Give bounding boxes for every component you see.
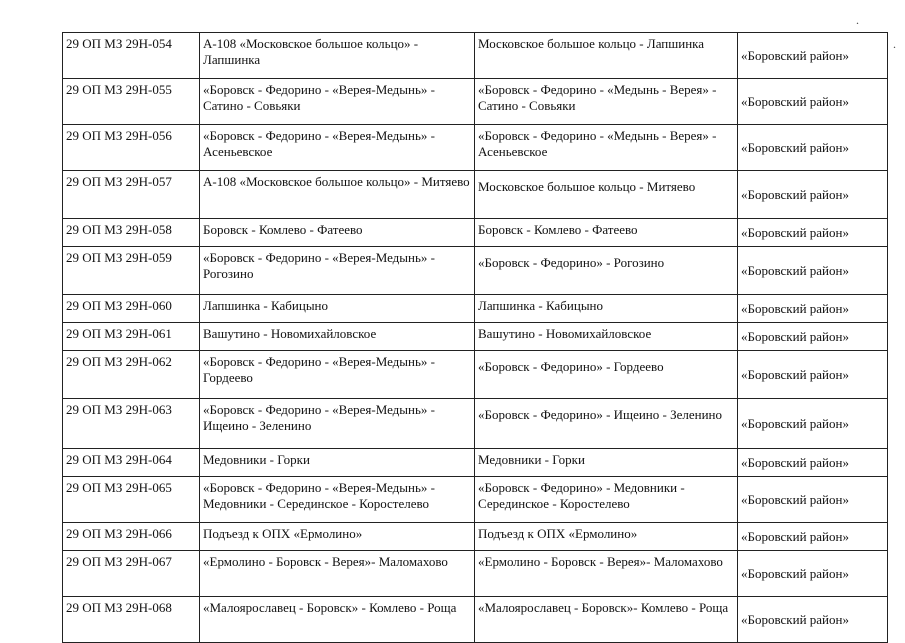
road-region-cell: «Боровский район» xyxy=(738,323,888,351)
road-name-cell: «Боровск - Федорино - «Верея-Медынь» - Медовники - Серединское - Коростелево xyxy=(200,477,475,523)
road-region-cell: «Боровский район» xyxy=(738,33,888,79)
road-route-cell: Медовники - Горки xyxy=(475,449,738,477)
table-row xyxy=(63,523,888,551)
road-id-cell: 29 ОП МЗ 29Н-068 xyxy=(63,597,200,643)
road-route-cell: «Боровск - Федорино» - Гордеево xyxy=(475,351,738,399)
road-route-cell: «Малоярославец - Боровск»- Комлево - Роща xyxy=(475,597,738,643)
road-region-cell: «Боровский район» xyxy=(738,551,888,597)
table-row xyxy=(63,551,888,597)
road-name-cell: Медовники - Горки xyxy=(200,449,475,477)
table-row xyxy=(63,351,888,399)
road-id-cell: 29 ОП МЗ 29Н-058 xyxy=(63,219,200,247)
road-id-cell: 29 ОП МЗ 29Н-066 xyxy=(63,523,200,551)
road-route-cell: «Боровск - Федорино» - Ищеино - Зеленино xyxy=(475,399,738,449)
table-row xyxy=(63,125,888,171)
road-name-cell: Подъезд к ОПХ «Ермолино» xyxy=(200,523,475,551)
table-row xyxy=(63,33,888,79)
road-region-cell: «Боровский район» xyxy=(738,125,888,171)
page-mark: . xyxy=(856,13,859,27)
road-name-cell: Лапшинка - Кабицыно xyxy=(200,295,475,323)
road-region-cell: «Боровский район» xyxy=(738,523,888,551)
table-row xyxy=(63,247,888,295)
road-id-cell: 29 ОП МЗ 29Н-063 xyxy=(63,399,200,449)
road-id-cell: 29 ОП МЗ 29Н-065 xyxy=(63,477,200,523)
table-row xyxy=(63,219,888,247)
road-name-cell: Вашутино - Новомихайловское xyxy=(200,323,475,351)
road-region-cell: «Боровский район» xyxy=(738,219,888,247)
road-region-cell: «Боровский район» xyxy=(738,477,888,523)
road-name-cell: «Боровск - Федорино - «Верея-Медынь» - Гордеево xyxy=(200,351,475,399)
road-route-cell: «Боровск - Федорино» - Медовники - Серединское - Коростелево xyxy=(475,477,738,523)
road-id-cell: 29 ОП МЗ 29Н-055 xyxy=(63,79,200,125)
road-route-cell: «Боровск - Федорино - «Медынь - Верея» - Сатино - Совьяки xyxy=(475,79,738,125)
road-id-cell: 29 ОП МЗ 29Н-054 xyxy=(63,33,200,79)
page-mark: . xyxy=(893,37,896,51)
road-route-cell: «Ермолино - Боровск - Верея»- Маломахово xyxy=(475,551,738,597)
road-region-cell: «Боровский район» xyxy=(738,351,888,399)
road-route-cell: Московское большое кольцо - Лапшинка xyxy=(475,33,738,79)
road-name-cell: А-108 «Московское большое кольцо» - Митяево xyxy=(200,171,475,219)
table-row xyxy=(63,171,888,219)
road-route-cell: Боровск - Комлево - Фатеево xyxy=(475,219,738,247)
road-route-cell: Лапшинка - Кабицыно xyxy=(475,295,738,323)
roads-table xyxy=(62,32,888,643)
road-id-cell: 29 ОП МЗ 29Н-064 xyxy=(63,449,200,477)
road-route-cell: Московское большое кольцо - Митяево xyxy=(475,171,738,219)
road-region-cell: «Боровский район» xyxy=(738,247,888,295)
road-region-cell: «Боровский район» xyxy=(738,79,888,125)
road-id-cell: 29 ОП МЗ 29Н-067 xyxy=(63,551,200,597)
road-region-cell: «Боровский район» xyxy=(738,171,888,219)
road-name-cell: «Боровск - Федорино - «Верея-Медынь» - Рогозино xyxy=(200,247,475,295)
road-route-cell: Вашутино - Новомихайловское xyxy=(475,323,738,351)
road-id-cell: 29 ОП МЗ 29Н-057 xyxy=(63,171,200,219)
road-name-cell: «Ермолино - Боровск - Верея»- Маломахово xyxy=(200,551,475,597)
road-id-cell: 29 ОП МЗ 29Н-059 xyxy=(63,247,200,295)
table-row xyxy=(63,597,888,643)
table-row xyxy=(63,323,888,351)
road-name-cell: «Боровск - Федорино - «Верея-Медынь» - Асеньевское xyxy=(200,125,475,171)
road-id-cell: 29 ОП МЗ 29Н-061 xyxy=(63,323,200,351)
road-id-cell: 29 ОП МЗ 29Н-060 xyxy=(63,295,200,323)
road-region-cell: «Боровский район» xyxy=(738,399,888,449)
road-region-cell: «Боровский район» xyxy=(738,449,888,477)
road-region-cell: «Боровский район» xyxy=(738,295,888,323)
road-name-cell: А-108 «Московское большое кольцо» - Лапшинка xyxy=(200,33,475,79)
table-row xyxy=(63,399,888,449)
road-name-cell: «Боровск - Федорино - «Верея-Медынь» - Ищеино - Зеленино xyxy=(200,399,475,449)
road-name-cell: «Малоярославец - Боровск» - Комлево - Роща xyxy=(200,597,475,643)
table-row xyxy=(63,477,888,523)
table-row xyxy=(63,79,888,125)
road-route-cell: «Боровск - Федорино» - Рогозино xyxy=(475,247,738,295)
road-region-cell: «Боровский район» xyxy=(738,597,888,643)
road-name-cell: «Боровск - Федорино - «Верея-Медынь» - Сатино - Совьяки xyxy=(200,79,475,125)
road-id-cell: 29 ОП МЗ 29Н-056 xyxy=(63,125,200,171)
table-row xyxy=(63,449,888,477)
road-name-cell: Боровск - Комлево - Фатеево xyxy=(200,219,475,247)
table-row xyxy=(63,295,888,323)
road-route-cell: «Боровск - Федорино - «Медынь - Верея» - Асеньевское xyxy=(475,125,738,171)
road-route-cell: Подъезд к ОПХ «Ермолино» xyxy=(475,523,738,551)
road-id-cell: 29 ОП МЗ 29Н-062 xyxy=(63,351,200,399)
